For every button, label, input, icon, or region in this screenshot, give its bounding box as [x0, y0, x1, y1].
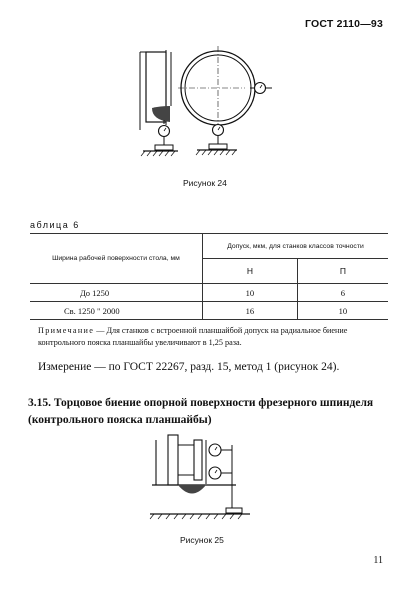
- page-number: 11: [373, 555, 383, 566]
- table-note: [38, 325, 388, 349]
- row-h: 16: [203, 302, 298, 320]
- row-p: 6: [297, 284, 388, 302]
- figure-24-drawing: [0, 0, 405, 180]
- col-width-header: Ширина рабочей поверхности стола, мм: [30, 234, 203, 284]
- class-p-header: П: [297, 259, 388, 284]
- measurement-text: Измерение — по ГОСТ 22267, разд. 15, метод 1 (рисунок 24).: [38, 361, 340, 373]
- document-header: ГОСТ 2110—93: [305, 18, 383, 30]
- note-text: — Для станков с встроенной планшайбой допуск на радиальное биение контрольного пояска планшайбы увеличивают в 1,25 раза.: [38, 326, 348, 347]
- col-tolerance-header: Допуск, мкм, для станков классов точности: [203, 234, 389, 259]
- class-h-header: Н: [203, 259, 298, 284]
- note-label: Примечание: [38, 326, 95, 335]
- figure-25-caption: Рисунок 25: [180, 535, 224, 545]
- row-h: 10: [203, 284, 298, 302]
- figure-24-caption: Рисунок 24: [183, 178, 227, 188]
- tolerance-table: [30, 233, 388, 320]
- table-title: аблица 6: [30, 220, 80, 230]
- row-width: До 1250: [30, 284, 203, 302]
- table-row: [30, 302, 388, 320]
- row-p: 10: [297, 302, 388, 320]
- section-heading: 3.15. Торцовое биение опорной поверхности фрезерного шпинделя (контрольного пояска планшайбы): [28, 397, 374, 426]
- row-width: Св. 1250 " 2000: [30, 302, 203, 320]
- table-row: [30, 284, 388, 302]
